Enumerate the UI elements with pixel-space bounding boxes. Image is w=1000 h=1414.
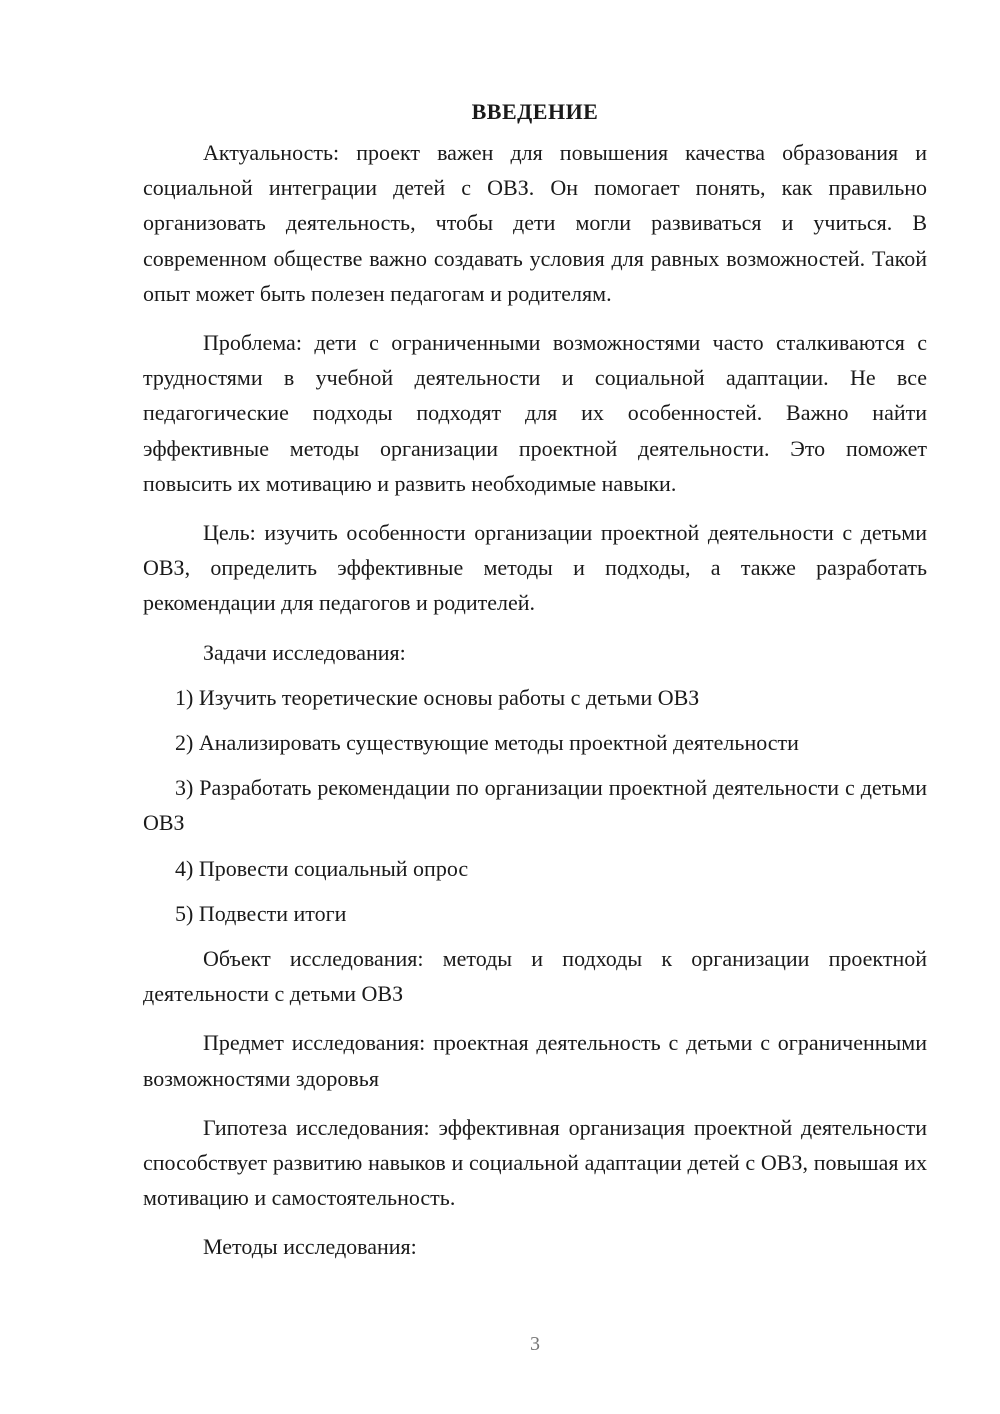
task-item-2: 2) Анализировать существующие методы проектной деятельности: [175, 730, 799, 756]
task-item-3: 3) Разработать рекомендации по организации проектной деятельности с детьми ОВЗ: [143, 775, 927, 836]
relevance-paragraph: Актуальность: проект важен для повышения качества образования и социальной интеграции детей с ОВЗ. Он помогает понять, как правильно организовать деятельность, чтобы дети могли развиваться и учиться. В современном обществе важно создавать условия для равных возможностей. Такой опыт может быть полезен педагогам и родителям.: [143, 140, 927, 306]
task-item-1: 1) Изучить теоретические основы работы с детьми ОВЗ: [175, 684, 700, 710]
task-item-5: 5) Подвести итоги: [175, 900, 347, 926]
subject-paragraph: Предмет исследования: проектная деятельность с детьми с ограниченными возможностями здоровья: [143, 1030, 927, 1091]
section-heading: ВВЕДЕНИЕ: [471, 99, 599, 124]
task-item-4: 4) Провести социальный опрос: [175, 855, 469, 881]
methods-title: Методы исследования:: [203, 1234, 417, 1260]
goal-paragraph: Цель: изучить особенности организации проектной деятельности с детьми ОВЗ, определить эффективные методы и подходы, а также разработать рекомендации для педагогов и родителей.: [143, 520, 927, 616]
hypothesis-paragraph: Гипотеза исследования: эффективная организация проектной деятельности способствует развитию навыков и социальной адаптации детей с ОВЗ, повышая их мотивацию и самостоятельность.: [143, 1114, 927, 1211]
page-number: 3: [530, 1333, 540, 1355]
tasks-title: Задачи исследования:: [203, 639, 406, 665]
object-paragraph: Объект исследования: методы и подходы к организации проектной деятельности с детьми ОВЗ: [143, 946, 927, 1007]
page-content: [143, 94, 927, 1265]
problem-paragraph: Проблема: дети с ограниченными возможностями часто сталкиваются с трудностями в учебной деятельности и социальной адаптации. Не все педагогические подходы подходят для их особенностей. Важно найти эффективные методы организации проектной деятельности. Это поможет повысить их мотивацию и развить необходимые навыки.: [143, 330, 927, 496]
